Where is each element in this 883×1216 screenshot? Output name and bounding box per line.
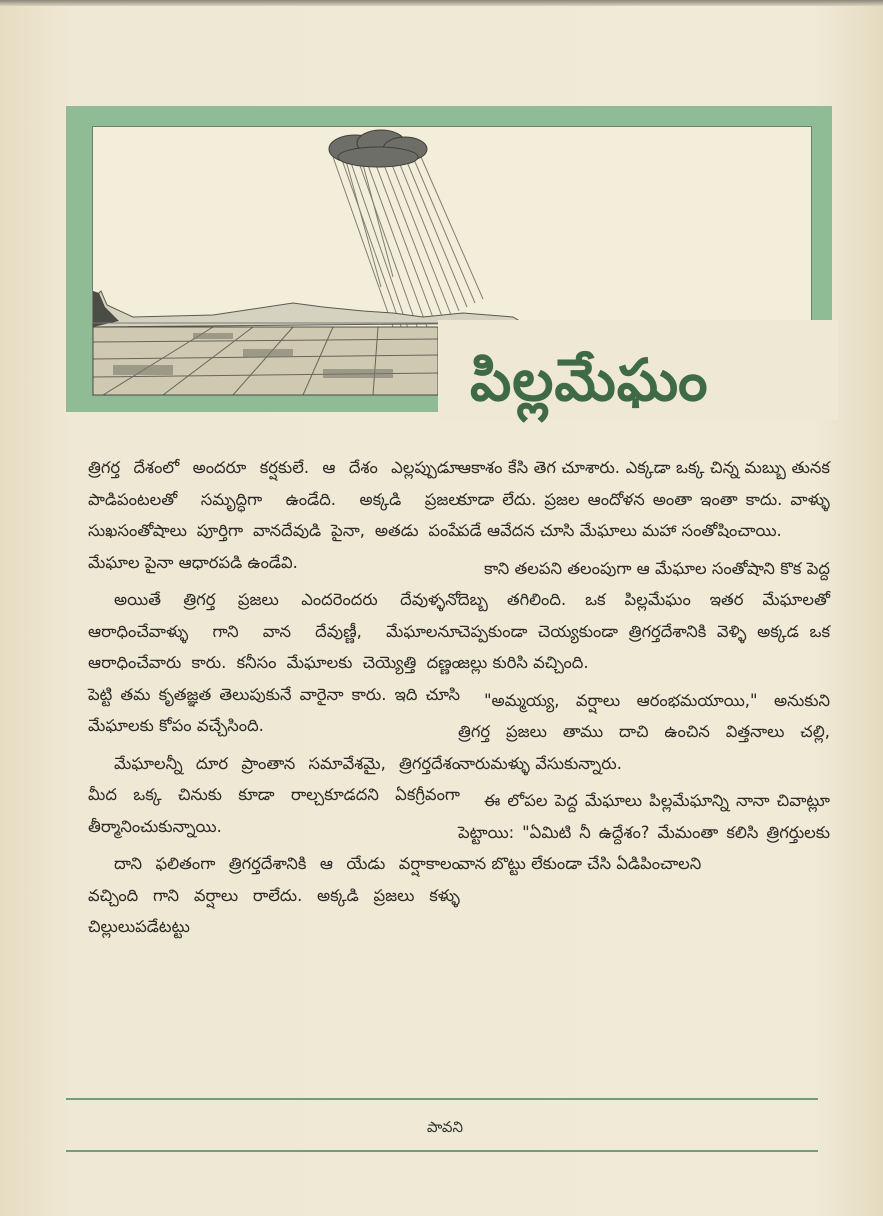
left-column (88, 452, 460, 949)
page-top-edge (0, 0, 883, 6)
footer-magazine-name: పావని (426, 1118, 464, 1136)
footer-rule-top (66, 1098, 818, 1100)
paragraph: "అమ్మయ్య, వర్షాలు ఆరంభమయాయి," అనుకుని త్రిగర్త ప్రజలు తాము దాచి ఉంచిన విత్తనాలు చల్లి, నారుమళ్ళు వేసుకున్నారు. (458, 690, 830, 773)
paragraph: మేఘాలన్నీ దూర ప్రాంతాన సమావేశమై, త్రిగర్తదేశం మీద ఒక్క చినుకు కూడా రాల్చకూడదని ఏకగ్రీవంగా తీర్మానించుకున్నాయి. (88, 753, 460, 836)
paragraph: అయితే త్రిగర్త ప్రజలు ఎందరెందరు దేవుళ్ళనో ఆరాధించేవాళ్ళు గాని వాన దేవుణ్ణీ, మేఘాలనూ ఆరాధించేవారు కారు. కనీసం మేఘాలకు చెయ్యెత్తి దణ్ణం పెట్టి తమ కృతజ్ఞత తెలుపుకునే వారైనా కారు. ఇది చూసి మేఘాలకు కోపం వచ్చేసింది. (88, 590, 460, 735)
right-column (458, 452, 830, 886)
paragraph: కాని తలపని తలంపుగా ఆ మేఘాల సంతోషాని కొక పెద్ద దెబ్బ తగిలింది. ఒక పిల్లమేఘం ఇతర మేఘాలతో చెప్పకుండా చెయ్యకుండా త్రిగర్తదేశానికి వెళ్ళి అక్కడ ఒక జల్లు కురిసి వచ్చింది. (458, 558, 830, 672)
paragraph: త్రిగర్త దేశంలో అందరూ కర్షకులే. ఆ దేశం ఎల్లప్పుడూ పాడిపంటలతో సమృద్ధిగా ఉండేది. అక్కడి ప్రజల సుఖసంతోషాలు పూర్తిగా వానదేవుడి పైనా, అతడు పంపే మేఘాల పైనా ఆధారపడి ఉండేవి. (88, 458, 460, 572)
footer-rule-bottom (66, 1150, 818, 1152)
article-title: పిల్లమేఘం (470, 346, 709, 414)
paragraph: దాని ఫలితంగా త్రిగర్తదేశానికి ఆ యేడు వర్షాకాలం వచ్చింది గాని వర్షాలు రాలేదు. అక్కడి ప్రజలు కళ్ళు చిల్లులుపడేటట్టు (88, 854, 460, 936)
paragraph: ఆకాశం కేసి తెగ చూశారు. ఎక్కడా ఒక్క చిన్న మబ్బు తునక కూడా లేదు. ప్రజల ఆందోళన అంతా ఇంతా కాదు. వాళ్ళు పడే ఆవేదన చూసి మేఘాలు మహా సంతోషించాయి. (458, 458, 830, 540)
paragraph: ఈ లోపల పెద్ద మేఘాలు పిల్లమేఘాన్ని నానా చివాట్లూ పెట్టాయి: "ఏమిటి నీ ఉద్దేశం? మేమంతా కలిసి త్రిగర్తులకు వాన బొట్టు లేకుండా చేసి ఏడిపించాలని (458, 791, 830, 873)
